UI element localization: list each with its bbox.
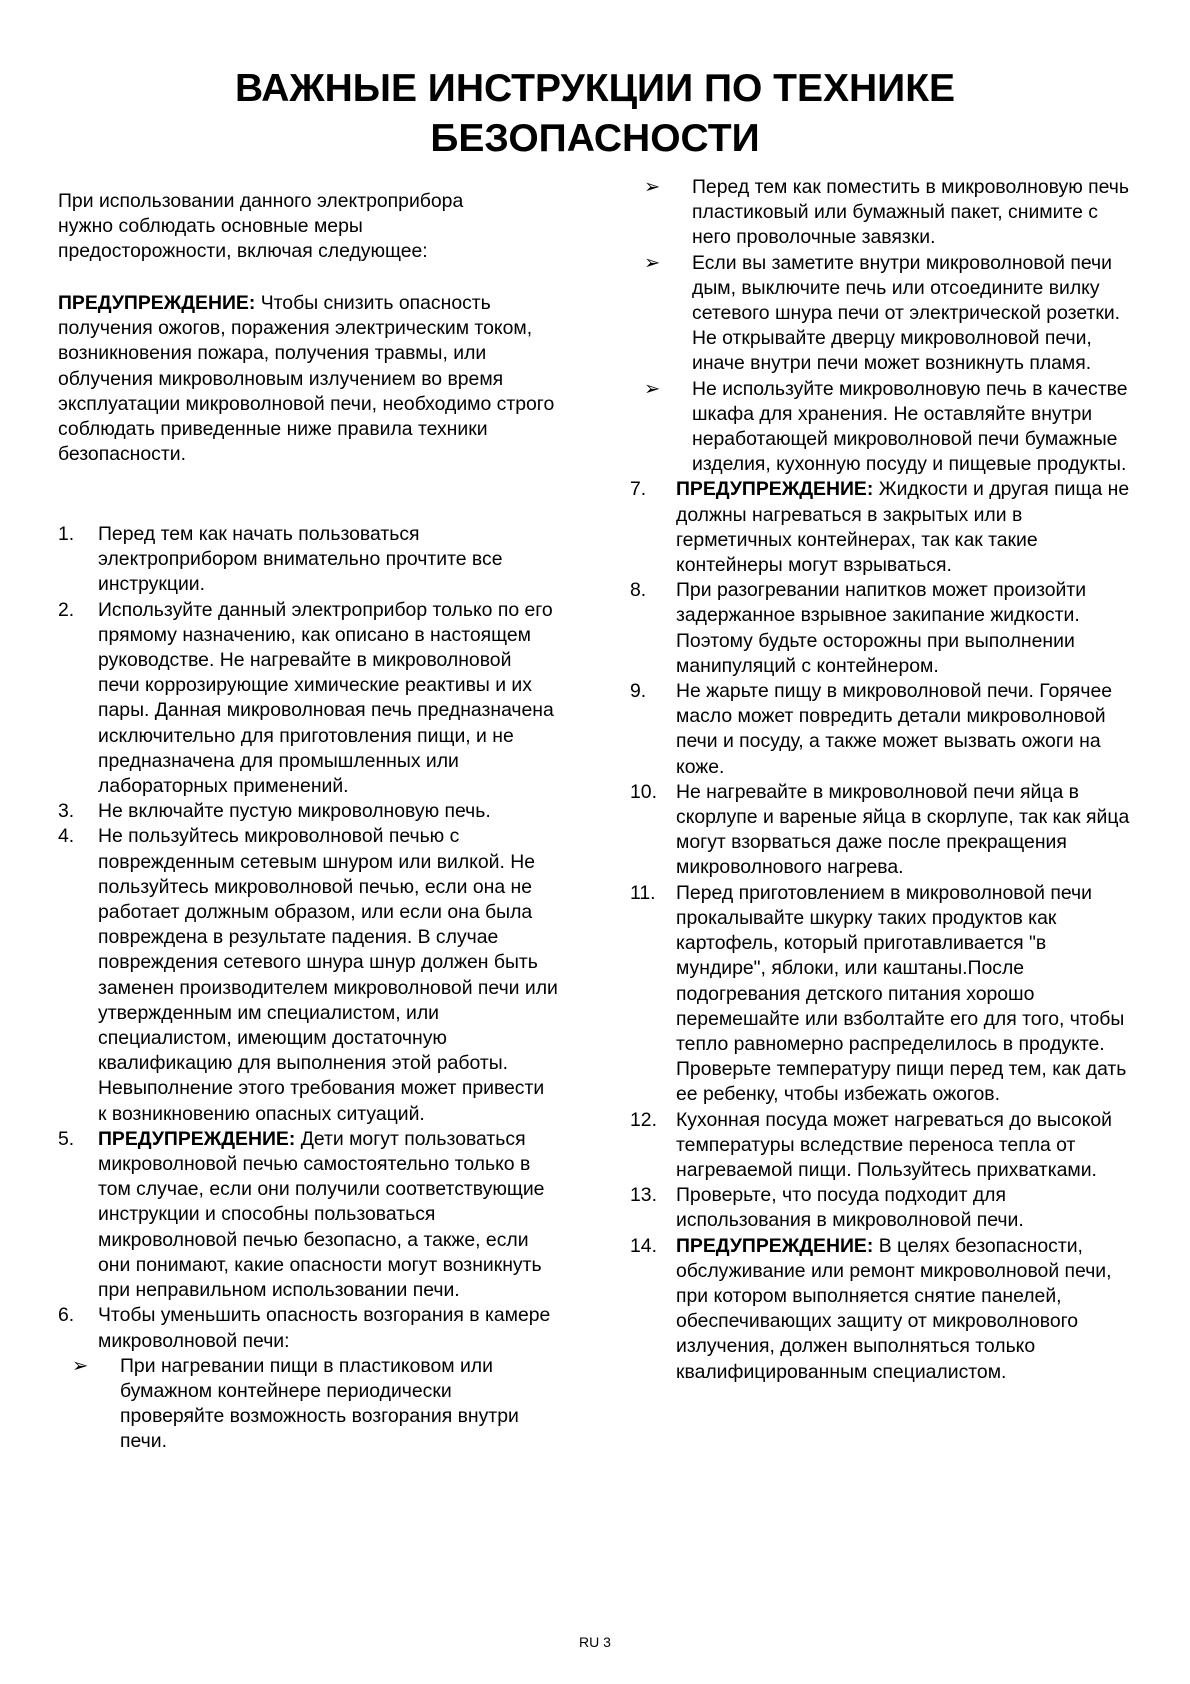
sub-item-2 — [630, 175, 1140, 251]
item-text: Используйте данный электроприбор только по его прямому назначению, как описано в настоящем руководстве. Не нагревайте в микроволновой печи коррозирующие химические реактивы и их пары. Данная микроволновая печь предназначена исключительно для приготовления пищи, и не предназначена для промышленных или лабораторных применений. — [98, 598, 554, 798]
item-number: 3. — [58, 800, 75, 823]
item-text: Дети могут пользоваться микроволновой печью самостоятельно только в том случае, если они получили соответствующие инструкции и способны пользоваться микроволновой печью безопасно, а также, если они понимают, какие опасности могут возникнуть при неправильном использовании печи. — [98, 1127, 545, 1302]
warning-label: ПРЕДУПРЕЖДЕНИЕ: — [676, 1234, 874, 1257]
item-text: Не нагревайте в микроволновой печи яйца в скорлупе и вареные яйца в скорлупе, так как яйца могут взорваться даже после прекращения микроволнового нагрева. — [676, 780, 1130, 879]
list-item-1 — [58, 522, 558, 598]
list-item-2 — [58, 598, 558, 800]
item-number: 9. — [630, 680, 647, 703]
arrow-bullet-icon: ➢ — [72, 1354, 89, 1377]
page-title-line-2: БЕЗОПАСНОСТИ — [430, 117, 760, 160]
page-title-line-1: ВАЖНЫЕ ИНСТРУКЦИИ ПО ТЕХНИКЕ — [234, 67, 956, 110]
main-warning-paragraph — [58, 291, 558, 467]
item-text: При разогревании напитков может произойти задержанное взрывное закипание жидкости. Поэтому будьте осторожны при выполнении манипуляций с контейнером. — [676, 579, 1087, 677]
sub-item-3 — [630, 251, 1140, 377]
warning-label: ПРЕДУПРЕЖДЕНИЕ: — [58, 292, 256, 314]
warning-label: ПРЕДУПРЕЖДЕНИЕ: — [676, 478, 874, 501]
item-text: Кухонная посуда может нагреваться до высокой температуры вследствие переноса тепла от нагреваемой пищи. Пользуйтесь прихватками. — [676, 1108, 1113, 1181]
sub-item-text: При нагревании пищи в пластиковом или бумажном контейнере периодически проверяйте возможность возгорания внутри печи. — [120, 1354, 519, 1453]
main-warning-text: Чтобы снизить опасность получения ожогов, поражения электрическим током, возникновения пожара, получения травмы, или облучения микроволновым излучением во время эксплуатации микроволновой печи, необходимо строго соблюдать приведенные ниже правила техники безопасности. — [58, 292, 555, 466]
intro-paragraph: При использовании данного электроприбора нужно соблюдать основные меры предосторожности, включая следующее: — [58, 190, 464, 263]
list-item-5 — [58, 1127, 558, 1303]
item-number: 13. — [630, 1184, 657, 1207]
sub-item-text: Не используйте микроволновую печь в качестве шкафа для хранения. Не оставляйте внутри неработающей микроволновой печи бумажные изделия, кухонную посуду и пищевые продукты. — [692, 377, 1128, 476]
item-number: 2. — [58, 598, 75, 621]
item-text: Не включайте пустую микроволновую печь. — [98, 800, 491, 823]
list-item-3 — [58, 799, 558, 824]
item-text: Перед приготовлением в микроволновой печи прокалывайте шкурку таких продуктов как картофель, который приготавливается "в мундире", яблоки, или каштаны.После подогревания детского питания хорошо перемешайте или взболтайте его для того, чтобы тепло равномерно распределилось в продукте. Проверьте температуру пищи перед тем, как дать ее ребенку, чтобы избежать ожогов. — [676, 881, 1127, 1106]
item-number: 1. — [58, 523, 75, 545]
list-item-8 — [630, 578, 1140, 679]
item-text: Чтобы уменьшить опасность возгорания в камере микроволновой печи: — [98, 1304, 551, 1352]
sub-item-4 — [630, 377, 1140, 478]
item-number: 10. — [630, 780, 657, 803]
list-item-6 — [58, 1303, 558, 1353]
item-text: Перед тем как начать пользоваться электроприбором внимательно прочтите все инструкции. — [98, 523, 503, 596]
list-item-13 — [630, 1183, 1140, 1233]
page-number: RU 3 — [579, 1634, 611, 1650]
page-title — [0, 64, 1190, 164]
list-item-12 — [630, 1108, 1140, 1184]
sub-item-text: Перед тем как поместить в микроволновую печь пластиковый или бумажный пакет, снимите с него проволочные завязки. — [692, 176, 1129, 249]
list-item-4 — [58, 824, 558, 1126]
sub-item-text: Если вы заметите внутри микроволновой печи дым, выключите печь или отсоедините вилку сетевого шнура печи от электрической розетки. Не открывайте дверцу микроволновой печи, иначе внутри печи может возникнуть пламя. — [692, 251, 1121, 375]
item-number: 12. — [630, 1108, 657, 1131]
item-number: 5. — [58, 1127, 75, 1150]
sub-item-1 — [58, 1354, 558, 1455]
list-item-9 — [630, 679, 1140, 780]
item-text: В целях безопасности, обслуживание или ремонт микроволновой печи, при котором выполняется снятие панелей, обеспечивающих защиту от микроволнового излучения, должен выполняться только квалифицированным специалистом. — [676, 1234, 1112, 1383]
item-number: 8. — [630, 579, 647, 602]
item-number: 14. — [630, 1234, 657, 1257]
item-text: Не жарьте пищу в микроволновой печи. Горячее масло может повредить детали микроволновой печи и посуду, а также может вызвать ожоги на коже. — [676, 680, 1113, 778]
arrow-bullet-icon: ➢ — [644, 377, 661, 400]
arrow-bullet-icon: ➢ — [644, 251, 661, 274]
list-item-14 — [630, 1234, 1140, 1385]
warning-label: ПРЕДУПРЕЖДЕНИЕ: — [98, 1127, 296, 1150]
list-item-11 — [630, 881, 1140, 1108]
item-number: 4. — [58, 825, 75, 848]
arrow-bullet-icon: ➢ — [644, 176, 661, 198]
item-number: 6. — [58, 1304, 75, 1327]
list-item-7 — [630, 477, 1140, 578]
item-text: Проверьте, что посуда подходит для использования в микроволновой печи. — [676, 1184, 1024, 1232]
item-number: 11. — [630, 881, 656, 904]
list-item-10 — [630, 780, 1140, 881]
item-text: Не пользуйтесь микроволновой печью с поврежденным сетевым шнуром или вилкой. Не пользуйтесь микроволновой печью, если она не работает должным образом, или если она была повреждена в результате падения. В случае повреждения сетевого шнура шнур должен быть заменен производителем микроволновой печи или утвержденным им специалистом, или специалистом, имеющим достаточную квалификацию для выполнения этой работы. Невыполнение этого требования может привести к возникновению опасных ситуаций. — [98, 825, 558, 1125]
item-number: 7. — [630, 478, 647, 501]
item-text: Жидкости и другая пища не должны нагреваться в закрытых или в герметичных контейнерах, так как такие контейнеры могут взрываться. — [676, 478, 1130, 577]
